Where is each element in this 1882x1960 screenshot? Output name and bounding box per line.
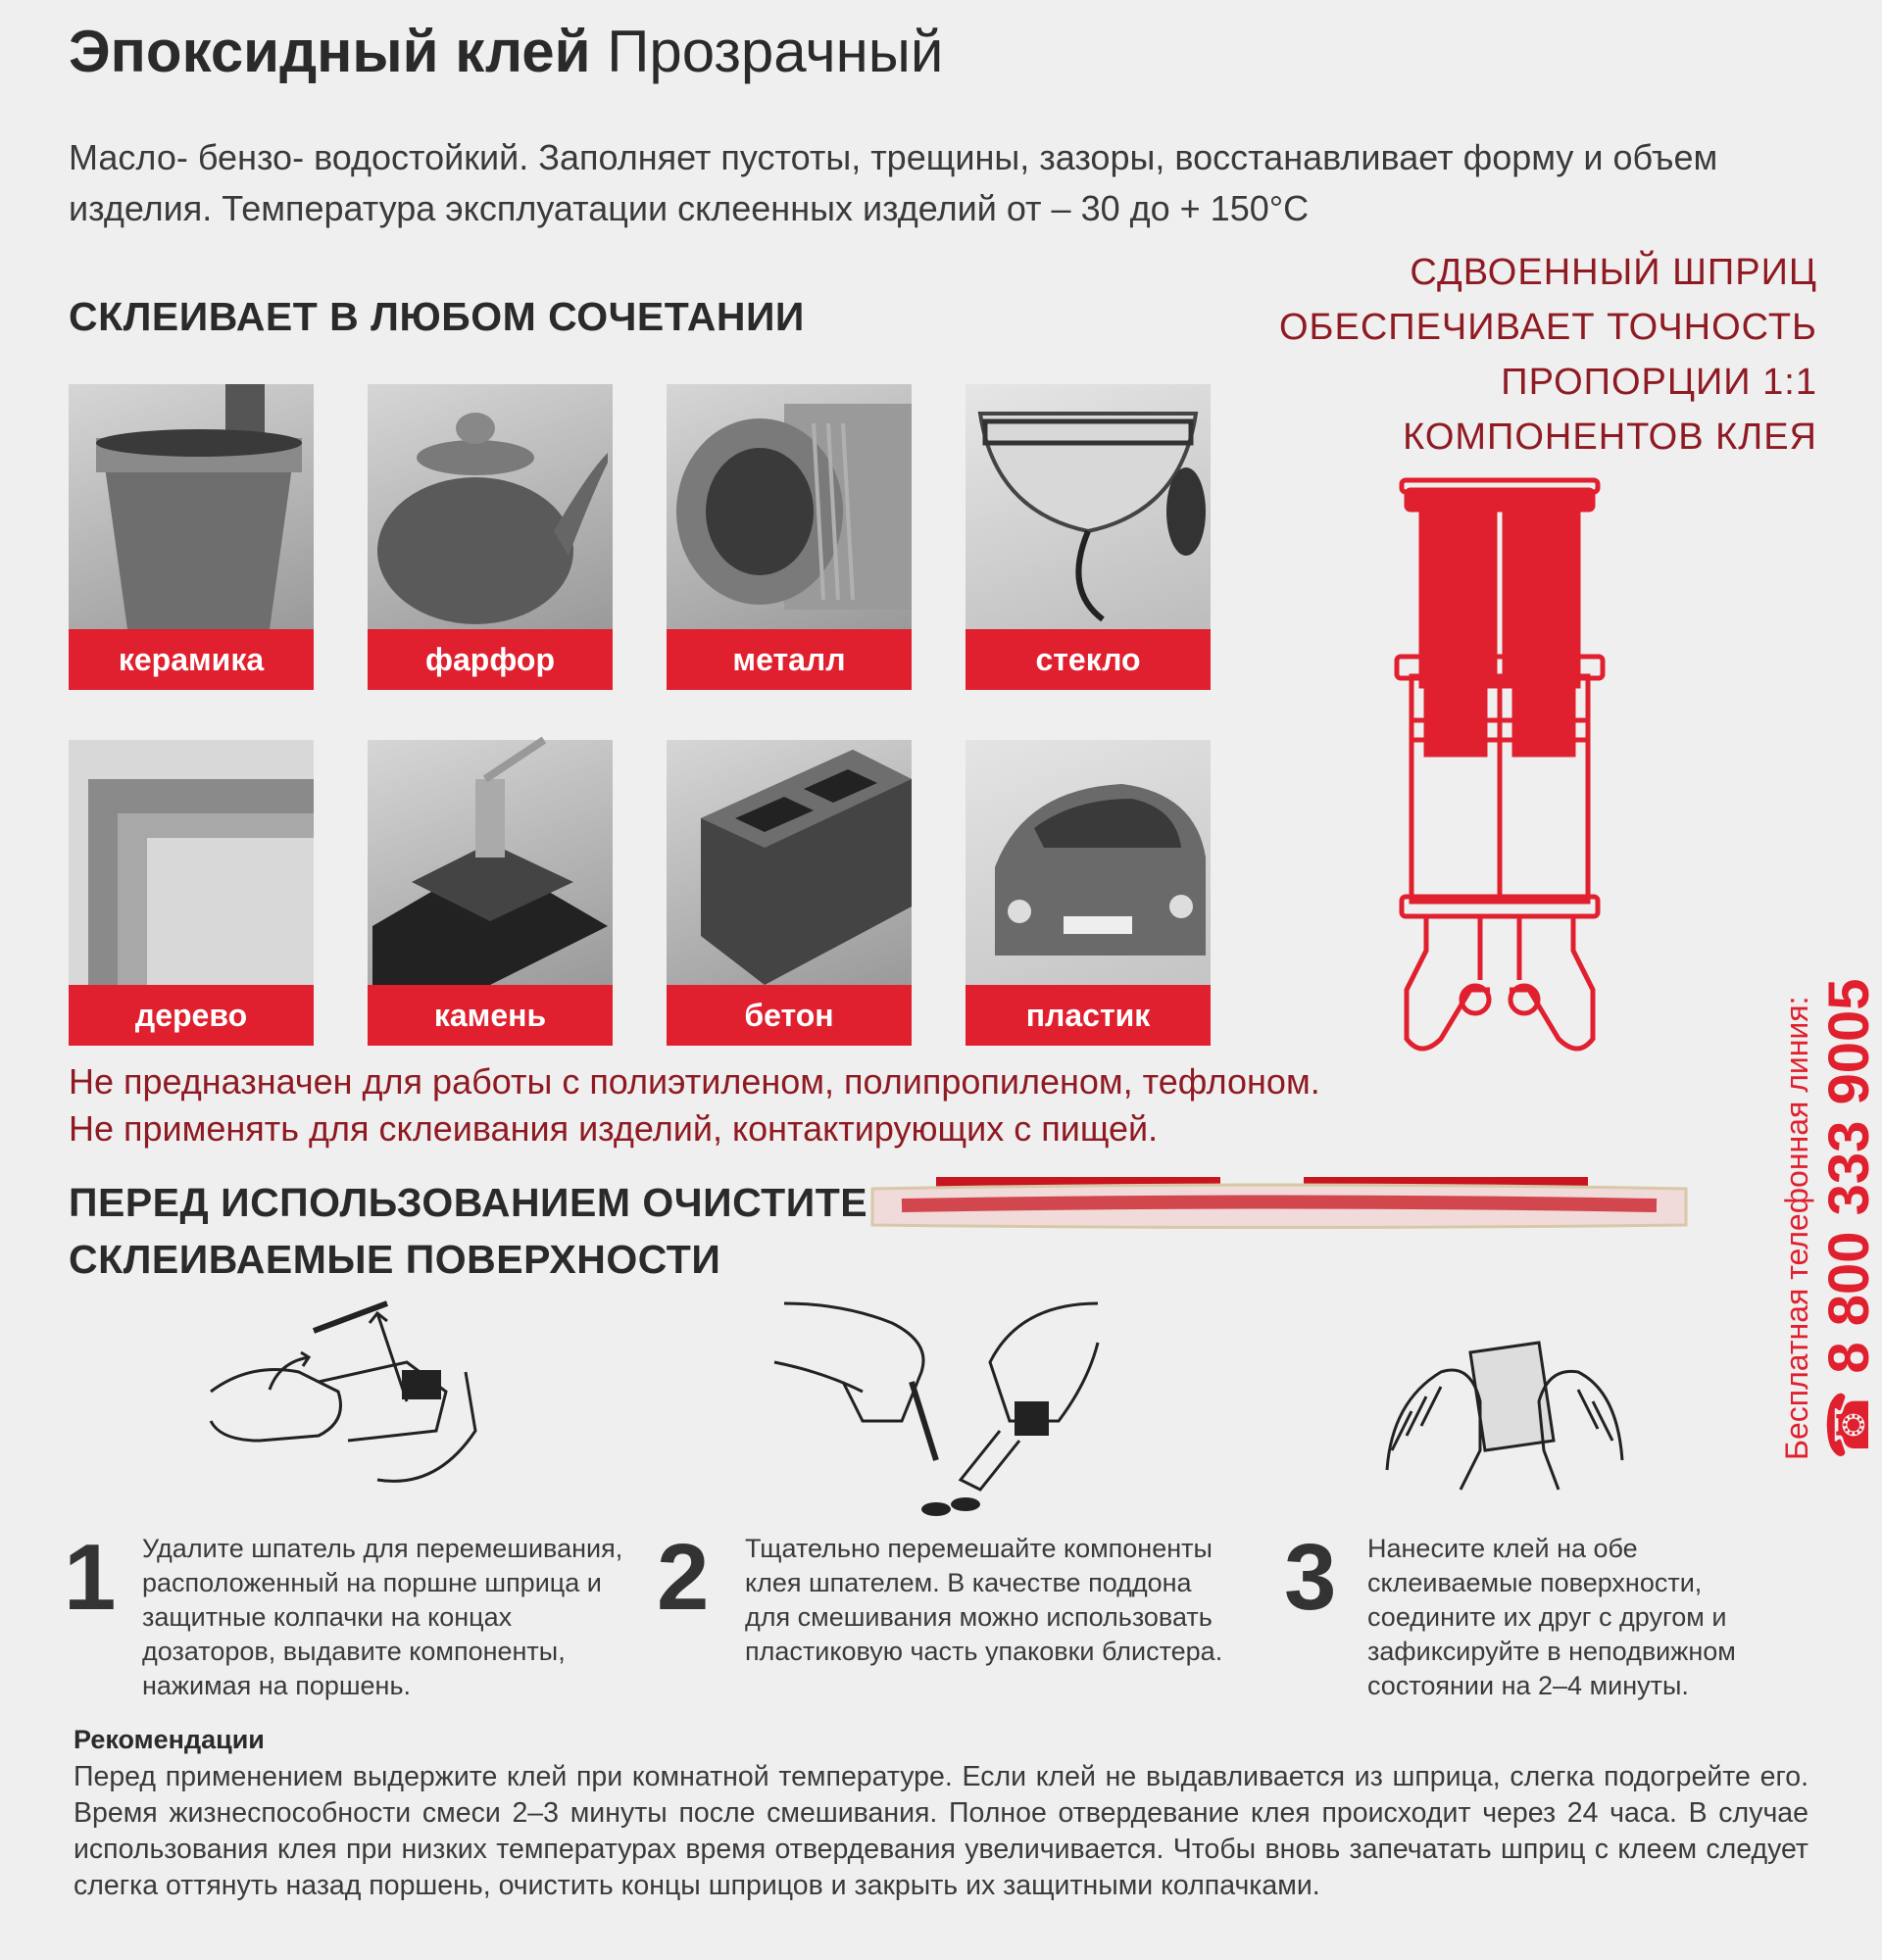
material-tile-plastic [966,740,1211,1046]
wood-photo [69,740,314,985]
title-light: Прозрачный [607,19,944,84]
material-tile-glass [966,384,1211,690]
stone-photo [368,740,613,985]
prep-heading-line: СКЛЕИВАЕМЫЕ ПОВЕРХНОСТИ [69,1237,721,1282]
step-1-text: Удалите шпатель для перемешивания, расположенный на поршне шприца и защитные колпачки на концах дозаторов, выдавите компоненты, нажимая на поршень. [142,1534,623,1700]
syringe-note-line: ОБЕСПЕЧИВАЕТ ТОЧНОСТЬ [1278,307,1817,348]
hotline [1779,978,1882,1460]
warning-line: Не применять для склеивания изделий, контактирующих с пищей. [69,1108,1159,1149]
material-label: стекло [966,629,1211,690]
syringe-note-line: СДВОЕННЫЙ ШПРИЦ [1410,252,1817,293]
step-3-number: 3 [1284,1525,1337,1630]
step2-illustration [765,1284,1117,1529]
step-3-text: Нанесите клей на обе склеиваемые поверхности, соедините их друг с другом и зафиксируйте в неподвижном состоянии на 2–4 минуты. [1367,1534,1736,1700]
material-tile-metal [667,384,912,690]
title-bold: Эпоксидный клей [69,19,591,84]
syringe-note [1279,245,1817,465]
double-syringe-illustration [1382,480,1617,1078]
hotline-label: Бесплатная телефонная линия: [1779,996,1814,1460]
step3-illustration [1382,1343,1627,1499]
material-label: металл [667,629,912,690]
step1-illustration [201,1284,485,1519]
syringe-note-line: ПРОПОРЦИИ 1:1 [1501,362,1817,403]
page-title [69,18,943,85]
step-2-text: Тщательно перемешайте компоненты клея шпателем. В качестве поддона для смешивания можно использовать пластиковую часть упаковки блистера. [745,1534,1223,1666]
material-label: камень [368,985,613,1046]
porcelain-photo [368,384,613,629]
material-tile-wood [69,740,314,1046]
material-tile-ceramics [69,384,314,690]
recommendations-title: Рекомендации [74,1725,265,1754]
warning-text [69,1058,1320,1152]
concrete-photo [667,740,912,985]
recommendations-text: Перед применением выдержите клей при комнатной температуре. Если клей не выдавливается из шприца, слегка подогрейте его. Время жизнеспособности смеси 2–3 минуты после смешивания. Полное отвердевание клея происходит через 24 часа. В случае использования клея при низких температурах время отвердевания увеличивается. Чтобы вновь запечатать шприц с клеем следует слегка оттянуть назад поршень, очистить концы шприцов и закрыть их защитными колпачками. [74,1761,1808,1901]
intro-text: Масло- бензо- водостойкий. Заполняет пустоты, трещины, зазоры, восстанавливает форму и объем изделия. Температура эксплуатации склеенных изделий от – 30 до + 150°C [69,137,1718,228]
hotline-number [1815,978,1882,1460]
hotline-number-text: 8 800 333 9005 [1817,978,1881,1374]
material-label: фарфор [368,629,613,690]
phone-icon: ☎ [1817,1389,1881,1460]
material-label: дерево [69,985,314,1046]
material-tile-stone [368,740,613,1046]
prep-heading [69,1174,867,1288]
prep-heading-line: ПЕРЕД ИСПОЛЬЗОВАНИЕМ ОЧИСТИТЕ [69,1180,868,1225]
material-label: бетон [667,985,912,1046]
warning-line: Не предназначен для работы с полиэтиленом, полипропиленом, тефлоном. [69,1061,1320,1102]
step-1-number: 1 [64,1525,117,1630]
material-label: пластик [966,985,1211,1046]
ceramics-photo [69,384,314,629]
material-label: керамика [69,629,314,690]
syringe-note-line: КОМПОНЕНТОВ КЛЕЯ [1403,416,1817,458]
materials-heading: СКЛЕИВАЕТ В ЛЮБОМ СОЧЕТАНИИ [69,294,805,339]
step-2-number: 2 [657,1525,710,1630]
material-tile-concrete [667,740,912,1046]
plastic-photo [966,740,1211,985]
metal-photo [667,384,912,629]
material-tile-porcelain [368,384,613,690]
blister-strip [863,1171,1696,1250]
glass-photo [966,384,1211,629]
